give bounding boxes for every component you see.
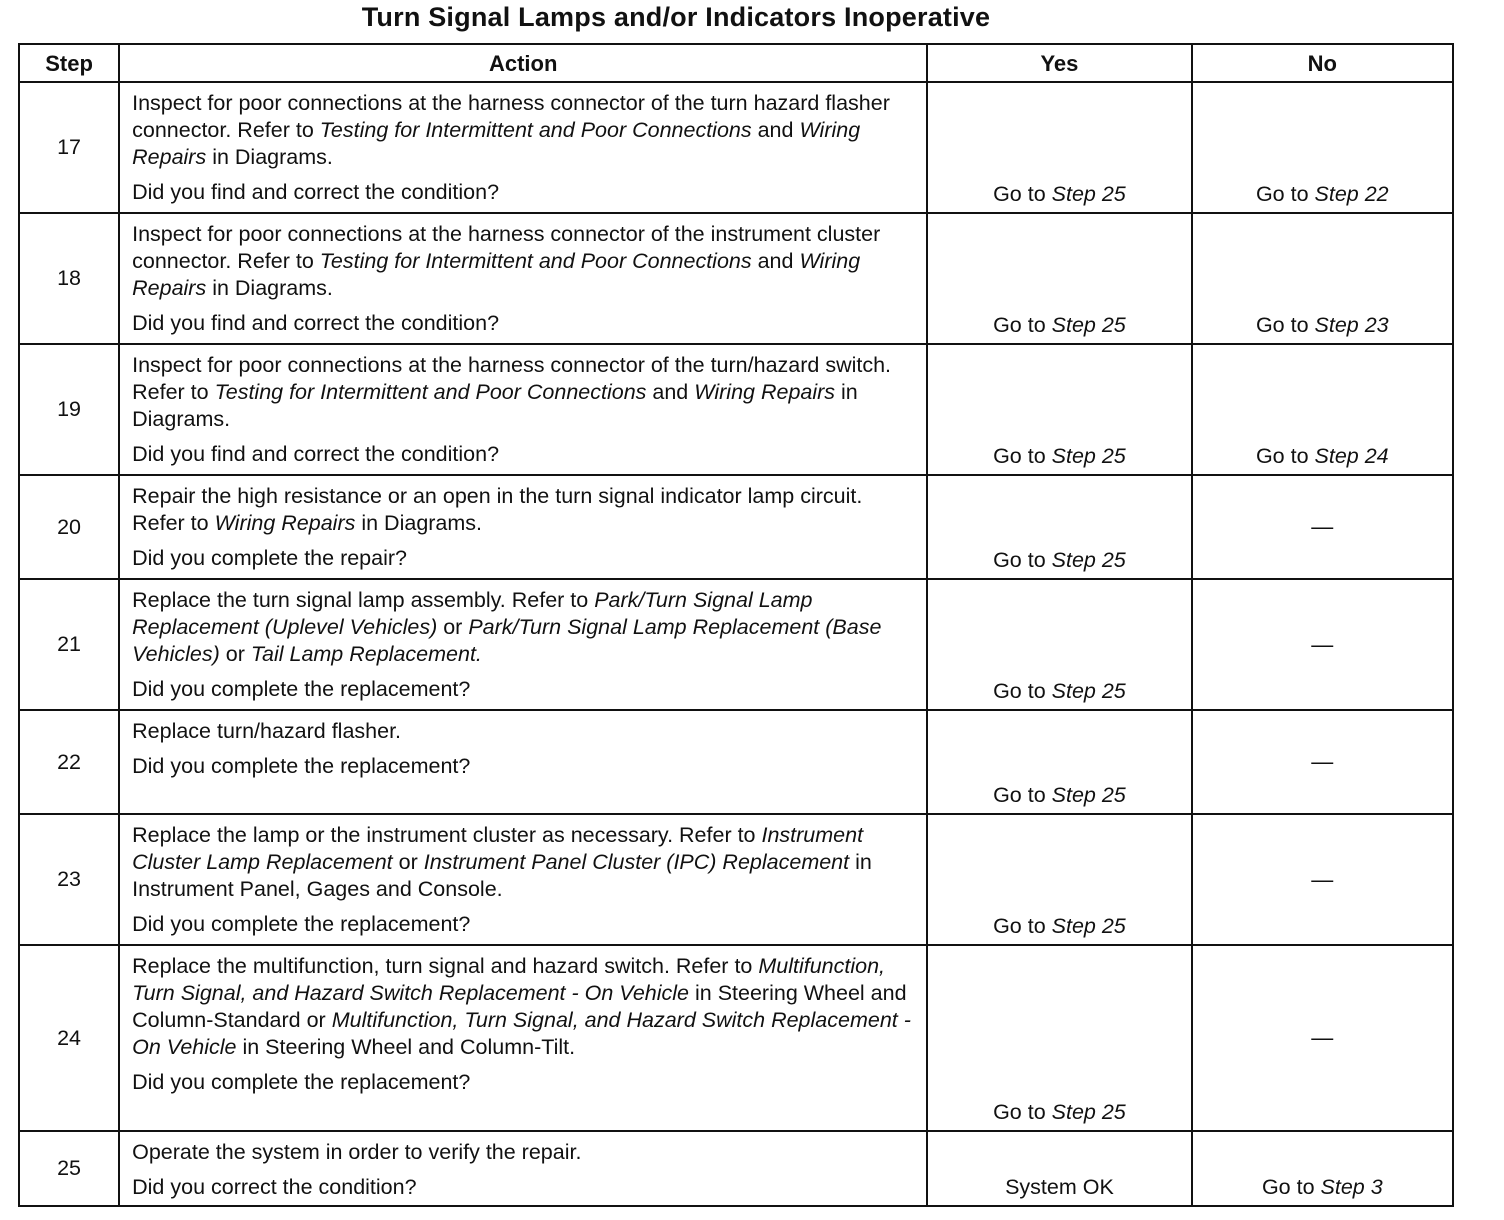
diagnostic-table <box>18 43 1454 1207</box>
yes-prefix: Go to <box>993 444 1052 468</box>
action-cell <box>119 82 927 213</box>
step-number: 19 <box>19 344 119 475</box>
action-question: Did you complete the replacement? <box>132 677 471 701</box>
doc-reference: Wiring Repairs <box>694 380 836 404</box>
no-result <box>1192 213 1453 344</box>
action-text-segment: Replace the lamp or the instrument cluster as necessary. Refer to <box>132 823 762 847</box>
action-cell <box>119 710 927 814</box>
action-text-segment: in Diagrams. <box>132 380 858 431</box>
action-text-segment: or <box>219 642 251 666</box>
yes-result <box>927 814 1191 945</box>
header-step: Step <box>19 44 119 82</box>
table-body <box>19 82 1453 1206</box>
header-action: Action <box>119 44 927 82</box>
no-action-dash: — <box>1311 514 1334 539</box>
yes-result <box>927 475 1191 579</box>
yes-step-reference: Step 25 <box>1051 679 1126 703</box>
action-text-segment: and <box>751 118 800 142</box>
doc-reference: Wiring Repairs <box>132 118 861 169</box>
action-text-segment: Inspect for poor connections at the harness connector of the turn/hazard switch. Refer to <box>132 353 892 404</box>
action-text <box>132 1139 914 1166</box>
table-row <box>19 579 1453 710</box>
action-text <box>132 90 914 171</box>
yes-result <box>927 579 1191 710</box>
yes-result <box>927 945 1191 1131</box>
doc-reference: Instrument Cluster Lamp Replacement <box>132 823 864 874</box>
no-result <box>1192 710 1453 814</box>
doc-reference: Wiring Repairs <box>214 511 356 535</box>
table-row <box>19 213 1453 344</box>
action-text <box>132 953 914 1061</box>
no-action-dash: — <box>1311 631 1334 657</box>
no-result <box>1192 945 1453 1131</box>
yes-prefix: Go to <box>993 914 1052 938</box>
yes-step-reference: Step 25 <box>1051 783 1126 807</box>
yes-prefix: Go to <box>993 1100 1052 1124</box>
step-number: 25 <box>19 1131 119 1206</box>
no-prefix: Go to <box>1255 444 1315 468</box>
action-text-segment: in Instrument Panel, Gages and Console. <box>132 850 872 901</box>
table-row <box>19 82 1453 213</box>
table-row <box>19 945 1453 1131</box>
step-number: 21 <box>19 579 119 710</box>
yes-prefix: Go to <box>993 548 1052 572</box>
no-step-reference: Step 23 <box>1314 313 1389 337</box>
action-question: Did you complete the replacement? <box>132 912 471 936</box>
no-result <box>1192 579 1453 710</box>
action-question: Did you find and correct the condition? <box>132 180 500 204</box>
action-text-segment: Inspect for poor connections at the harness connector of the turn hazard flasher connector. Refer to <box>132 91 890 142</box>
yes-step-reference: Step 25 <box>1051 313 1126 337</box>
no-action-dash: — <box>1311 866 1334 892</box>
header-no: No <box>1192 44 1453 82</box>
action-text-segment: Inspect for poor connections at the harness connector of the instrument cluster connector. Refer to <box>132 222 881 273</box>
page-title: Turn Signal Lamps and/or Indicators Inoperative <box>361 2 991 32</box>
action-text-segment: or <box>392 850 424 874</box>
action-question: Did you correct the condition? <box>132 1175 417 1199</box>
action-text-segment: in Steering Wheel and Column-Tilt. <box>236 1035 576 1059</box>
action-text-segment: in Diagrams. <box>206 276 333 300</box>
action-text <box>132 718 914 745</box>
yes-result <box>927 213 1191 344</box>
yes-step-reference: Step 25 <box>1051 444 1126 468</box>
yes-step-reference: Step 25 <box>1051 548 1126 572</box>
yes-step-reference: Step 25 <box>1051 182 1126 206</box>
table-row <box>19 344 1453 475</box>
yes-result <box>927 344 1191 475</box>
table-row <box>19 814 1453 945</box>
no-prefix: Go to <box>1261 1175 1321 1199</box>
doc-reference: Wiring Repairs <box>132 249 861 300</box>
header-yes: Yes <box>927 44 1191 82</box>
table-row <box>19 710 1453 814</box>
step-number: 20 <box>19 475 119 579</box>
no-step-reference: Step 24 <box>1314 444 1389 468</box>
action-question: Did you find and correct the condition? <box>132 442 500 466</box>
action-text-segment: Repair the high resistance or an open in the turn signal indicator lamp circuit. Refer to <box>132 484 863 535</box>
action-text-segment: Replace the multifunction, turn signal and hazard switch. Refer to <box>132 954 759 978</box>
doc-reference: Multifunction, Turn Signal, and Hazard Switch Replacement - On Vehicle <box>132 954 886 1005</box>
no-prefix: Go to <box>1255 182 1315 206</box>
doc-reference: Multifunction, Turn Signal, and Hazard Switch Replacement - On Vehicle <box>132 1008 911 1059</box>
yes-prefix: Go to <box>993 182 1052 206</box>
action-question: Did you complete the repair? <box>132 546 407 570</box>
no-result <box>1192 475 1453 579</box>
yes-result <box>927 1131 1191 1206</box>
action-text <box>132 483 914 537</box>
action-text-segment: in Steering Wheel and Column-Standard or <box>132 981 907 1032</box>
action-text <box>132 352 914 433</box>
action-text-segment: Replace the turn signal lamp assembly. Refer to <box>132 588 595 612</box>
step-number: 18 <box>19 213 119 344</box>
step-number: 22 <box>19 710 119 814</box>
yes-step-reference: Step 25 <box>1051 914 1126 938</box>
doc-reference: Testing for Intermittent and Poor Connections <box>319 249 752 273</box>
doc-reference: Testing for Intermittent and Poor Connections <box>214 380 647 404</box>
no-result <box>1192 82 1453 213</box>
yes-step-reference: Step 25 <box>1051 1100 1126 1124</box>
action-question: Did you complete the replacement? <box>132 754 471 778</box>
doc-reference: Park/Turn Signal Lamp Replacement (Uplevel Vehicles) <box>132 588 813 639</box>
yes-result <box>927 710 1191 814</box>
action-text <box>132 221 914 302</box>
no-result <box>1192 814 1453 945</box>
table-header <box>19 44 1453 82</box>
action-text-segment: Replace turn/hazard flasher. <box>132 719 402 743</box>
action-text-segment: or <box>437 615 469 639</box>
action-cell <box>119 344 927 475</box>
no-prefix: Go to <box>1255 313 1315 337</box>
yes-prefix: Go to <box>993 679 1052 703</box>
header-row <box>19 44 1453 82</box>
action-cell <box>119 213 927 344</box>
step-number: 24 <box>19 945 119 1131</box>
no-result <box>1192 344 1453 475</box>
no-result <box>1192 1131 1453 1206</box>
table-row <box>19 475 1453 579</box>
yes-prefix: Go to <box>993 783 1052 807</box>
action-text-segment: and <box>751 249 800 273</box>
step-number: 23 <box>19 814 119 945</box>
action-cell <box>119 579 927 710</box>
yes-prefix: System OK <box>1005 1175 1114 1199</box>
step-number: 17 <box>19 82 119 213</box>
action-text-segment: and <box>646 380 695 404</box>
action-question: Did you complete the replacement? <box>132 1070 471 1094</box>
table-row <box>19 1131 1453 1206</box>
no-action-dash: — <box>1311 749 1334 774</box>
action-text-segment: in Diagrams. <box>355 511 483 535</box>
no-step-reference: Step 22 <box>1314 182 1389 206</box>
action-text <box>132 587 914 668</box>
action-question: Did you find and correct the condition? <box>132 311 500 335</box>
action-cell <box>119 945 927 1131</box>
no-step-reference: Step 3 <box>1320 1175 1383 1199</box>
yes-prefix: Go to <box>993 313 1052 337</box>
action-cell <box>119 814 927 945</box>
doc-reference: Instrument Panel Cluster (IPC) Replacement <box>423 850 850 874</box>
doc-reference: Park/Turn Signal Lamp Replacement (Base Vehicles) <box>132 615 882 666</box>
doc-reference: Testing for Intermittent and Poor Connections <box>319 118 752 142</box>
action-text-segment: Operate the system in order to verify the repair. <box>132 1140 582 1164</box>
yes-result <box>927 82 1191 213</box>
doc-reference: Tail Lamp Replacement. <box>250 642 482 666</box>
action-text-segment: in Diagrams. <box>206 145 333 169</box>
action-cell <box>119 1131 927 1206</box>
action-text <box>132 822 914 903</box>
no-action-dash: — <box>1311 1025 1334 1050</box>
action-cell <box>119 475 927 579</box>
